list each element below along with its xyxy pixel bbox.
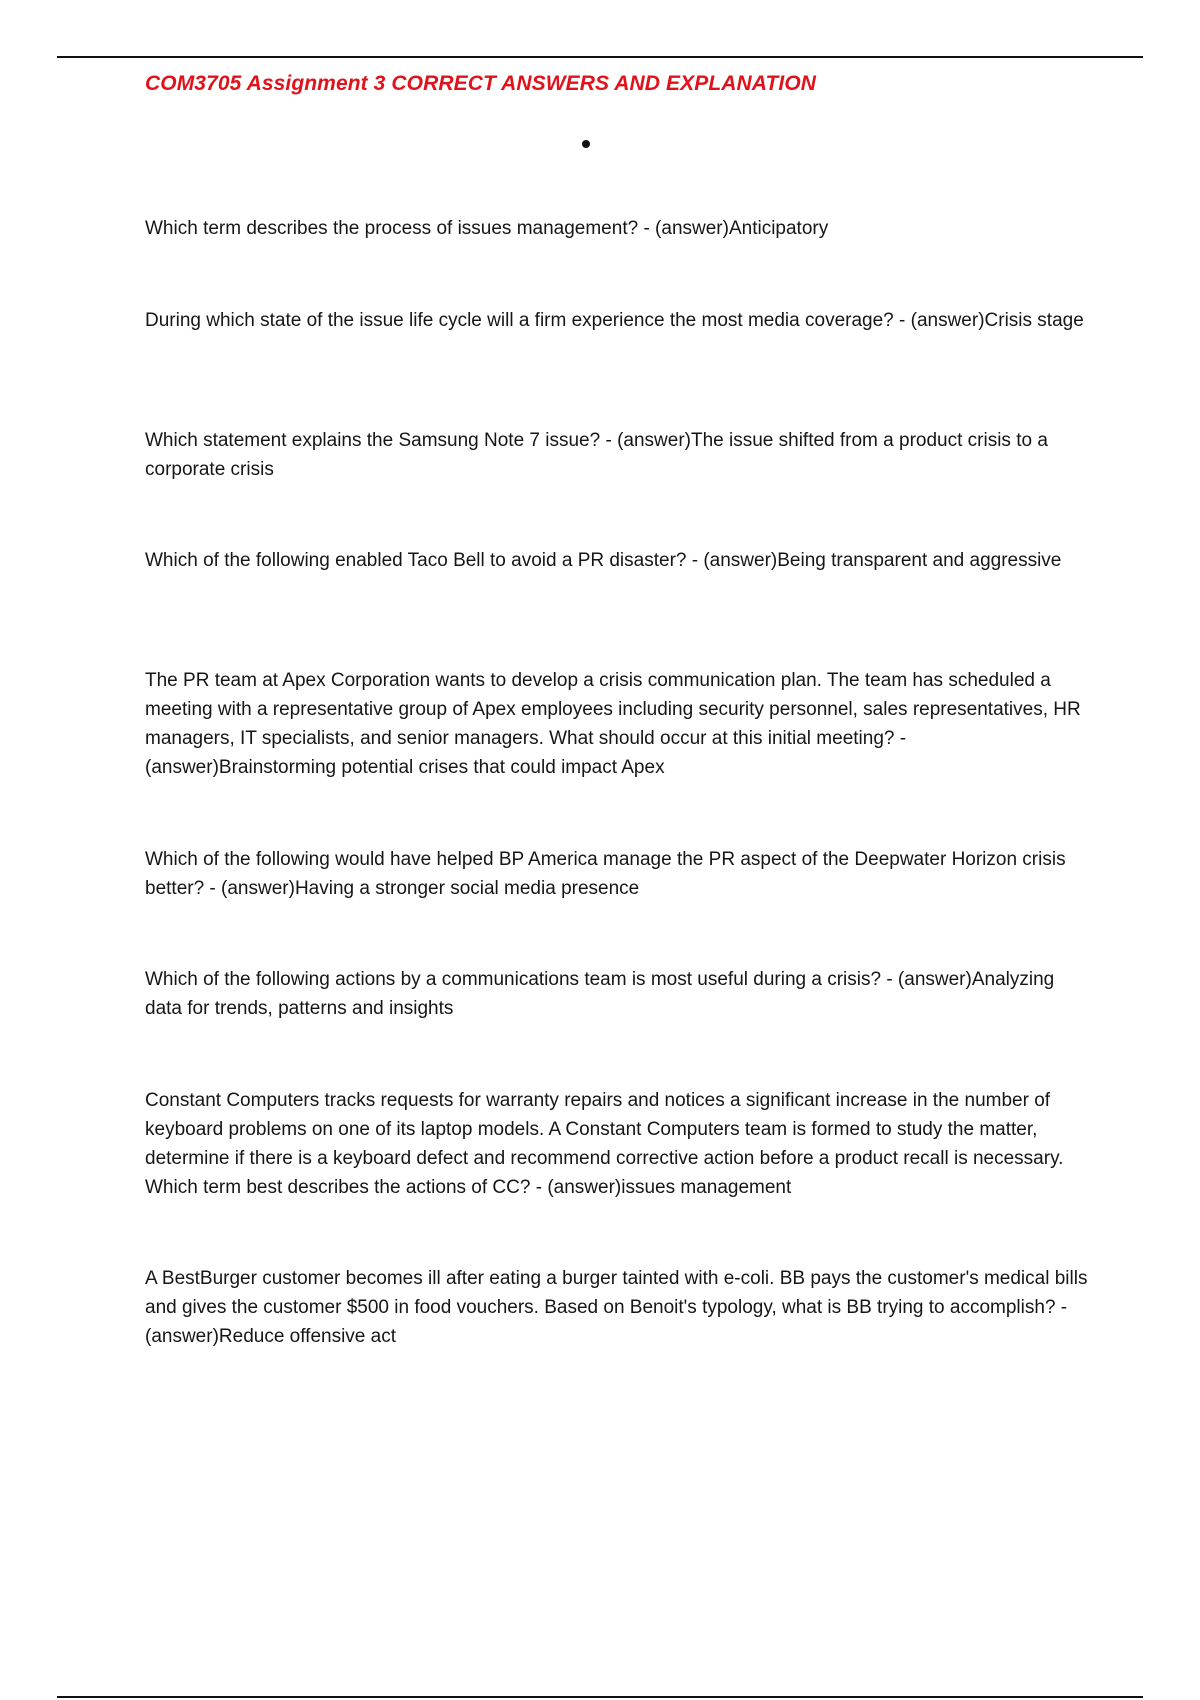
top-rule <box>57 56 1143 58</box>
qa-item-4: Which of the following enabled Taco Bell to avoid a PR disaster? - (answer)Being transparent and aggressive <box>145 550 1062 571</box>
bullet-point <box>582 140 590 148</box>
qa-item-8: Constant Computers tracks requests for warranty repairs and notices a significant increase in the number of keyboard problems on one of its laptop models. A Constant Computers team is formed to study the matter, determine if there is a keyboard defect and recommend corrective action before a product recall is necessary. Which term best describes the actions of CC? - (answer)issues management <box>145 1090 1064 1198</box>
qa-item-1: Which term describes the process of issues management? - (answer)Anticipatory <box>145 218 829 239</box>
qa-item-2: During which state of the issue life cycle will a firm experience the most media coverage? - (answer)Crisis stage <box>145 310 1084 331</box>
qa-item-9: A BestBurger customer becomes ill after eating a burger tainted with e-coli. BB pays the customer's medical bills and gives the customer $500 in food vouchers. Based on Benoit's typology, what is BB trying to accomplish? - (answer)Reduce offensive act <box>145 1268 1088 1347</box>
qa-item-3: Which statement explains the Samsung Note 7 issue? - (answer)The issue shifted from a product crisis to a corporate crisis <box>145 430 1048 480</box>
bottom-rule <box>57 1696 1143 1698</box>
qa-item-7: Which of the following actions by a communications team is most useful during a crisis? - (answer)Analyzing data for trends, patterns and insights <box>145 969 1055 1019</box>
qa-item-6: Which of the following would have helped BP America manage the PR aspect of the Deepwater Horizon crisis better? - (answer)Having a stronger social media presence <box>145 849 1066 899</box>
qa-item-5: The PR team at Apex Corporation wants to develop a crisis communication plan. The team has scheduled a meeting with a representative group of Apex employees including security personnel, sales representatives, HR managers, IT specialists, and senior managers. What should occur at this initial meeting? - (answer)Brainstorming potential crises that could impact Apex <box>145 670 1081 778</box>
page-title: COM3705 Assignment 3 CORRECT ANSWERS AND EXPLANATION <box>145 72 817 95</box>
